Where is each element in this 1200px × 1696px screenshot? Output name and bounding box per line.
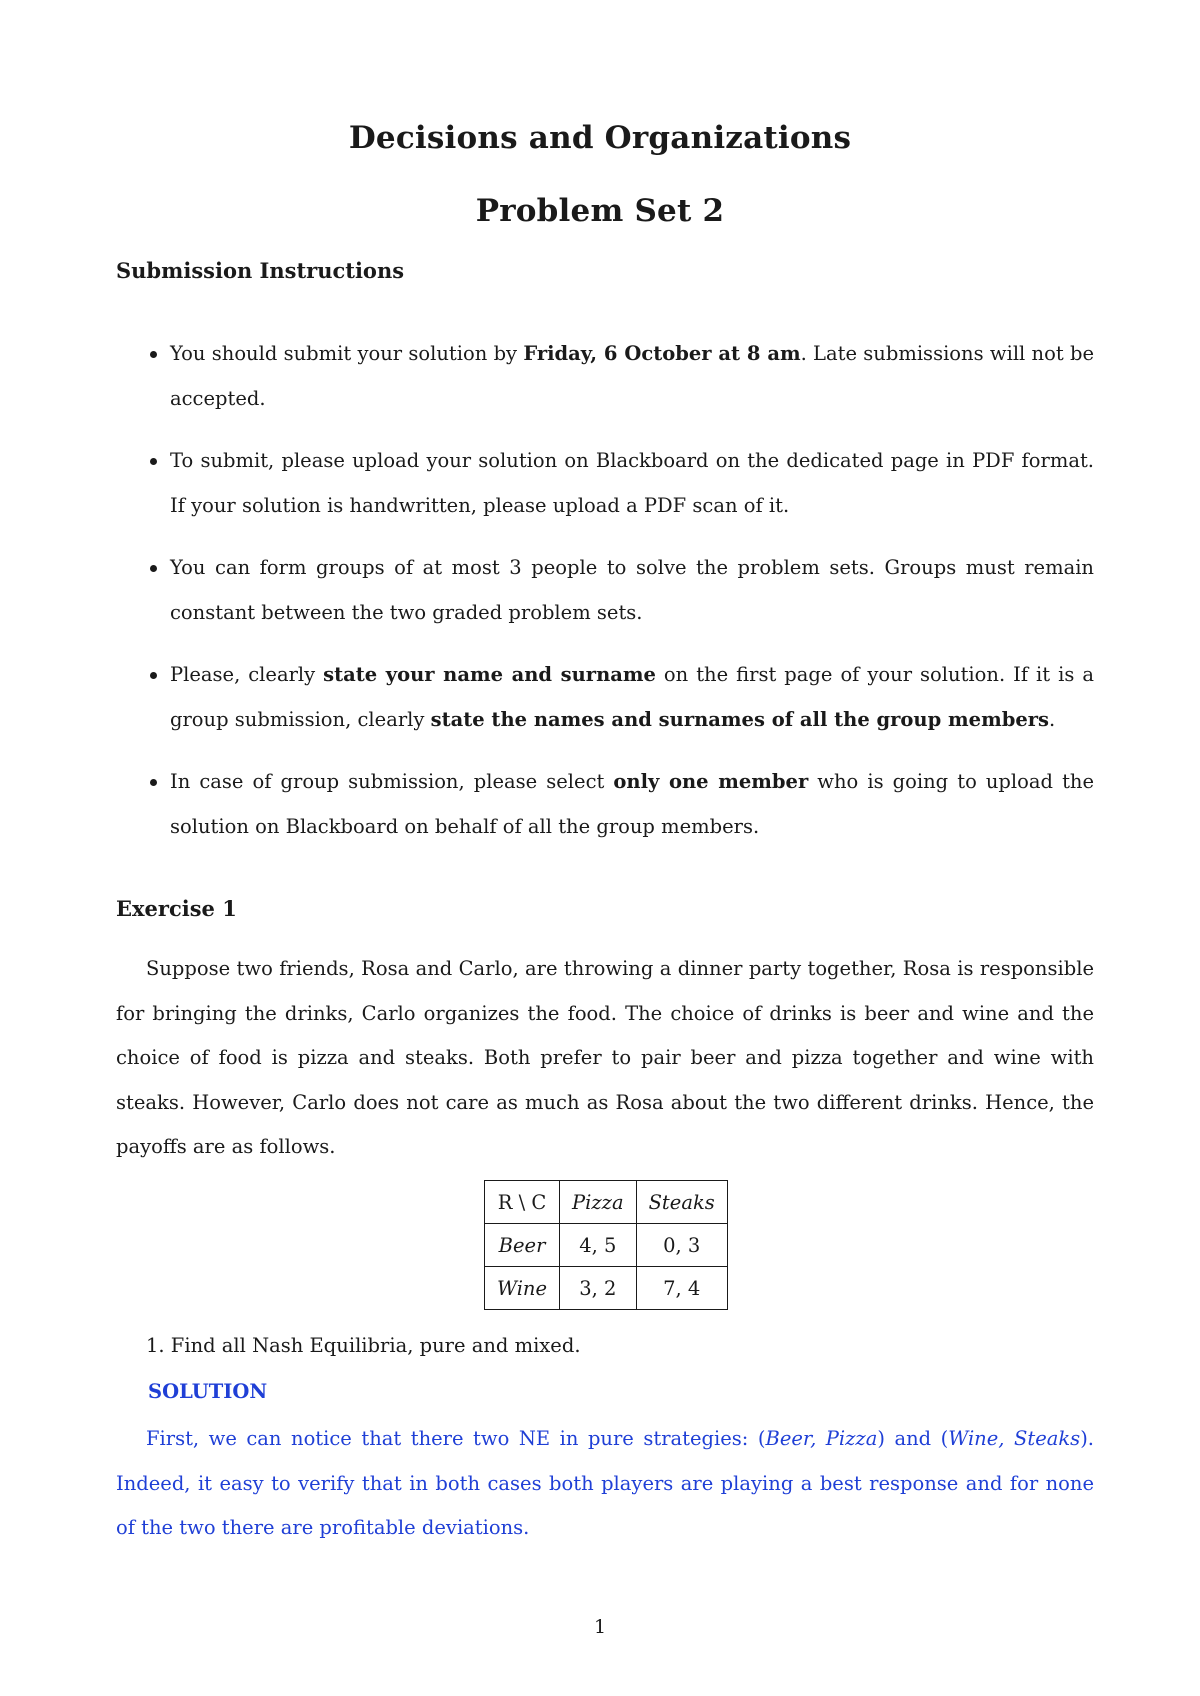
row-header: Beer [485, 1224, 560, 1267]
bullet-icon [150, 458, 157, 465]
list-item: You should submit your solution by Friday, 6 October at 8 am. Late submissions will not be accepted. [116, 332, 1094, 421]
list-item: Please, clearly state your name and surname on the first page of your solution. If it is a group submission, clearly state the names and surnames of all the group members. [116, 653, 1094, 742]
list-item: To submit, please upload your solution on Blackboard on the dedicated page in PDF format. If your solution is handwritten, please upload a PDF scan of it. [116, 439, 1094, 528]
list-item: In case of group submission, please select only one member who is going to upload the solution on Blackboard on behalf of all the group members. [116, 760, 1094, 849]
solution-text: First, we can notice that there two NE in pure strategies: (Beer, Pizza) and (Wine, Steaks). Indeed, it easy to verify that in both cases both players are playing a best response and for none of the two there are profitable deviations. [116, 1427, 1094, 1539]
table-row [485, 1224, 728, 1267]
payoff-cell: 3, 2 [560, 1267, 637, 1310]
submission-heading: Submission Instructions [116, 258, 405, 283]
question-1: 1. Find all Nash Equilibria, pure and mixed. [146, 1334, 581, 1357]
deadline-text: Friday, 6 October at 8 am [523, 342, 801, 365]
bullet-icon [150, 672, 157, 679]
list-item: You can form groups of at most 3 people to solve the problem sets. Groups must remain constant between the two graded problem sets. [116, 546, 1094, 635]
problem-set-title: Problem Set 2 [475, 193, 725, 229]
course-title: Decisions and Organizations [348, 120, 852, 156]
payoff-cell: 7, 4 [636, 1267, 727, 1310]
column-header: Steaks [636, 1181, 727, 1224]
column-header: Pizza [560, 1181, 637, 1224]
bullet-icon [150, 351, 157, 358]
row-header: Wine [485, 1267, 560, 1310]
solution-label: SOLUTION [148, 1380, 268, 1403]
page-number: 1 [593, 1616, 607, 1638]
exercise-1-paragraph: Suppose two friends, Rosa and Carlo, are throwing a dinner party together, Rosa is responsible for bringing the drinks, Carlo organizes the food. The choice of drinks is beer and wine and the choice of food is pizza and steaks. Both prefer to pair beer and pizza together and wine with steaks. However, Carlo does not care as much as Rosa about the two different drinks. Hence, the payoffs are as follows. [116, 957, 1094, 1158]
exercise-1-heading: Exercise 1 [116, 896, 237, 921]
table-corner-cell: R \ C [485, 1181, 560, 1224]
table-row [485, 1181, 728, 1224]
submission-instructions-list [116, 332, 1094, 867]
payoff-cell: 0, 3 [636, 1224, 727, 1267]
payoff-cell: 4, 5 [560, 1224, 637, 1267]
payoff-matrix [484, 1180, 728, 1310]
table-row [485, 1267, 728, 1310]
bullet-icon [150, 565, 157, 572]
bullet-icon [150, 779, 157, 786]
